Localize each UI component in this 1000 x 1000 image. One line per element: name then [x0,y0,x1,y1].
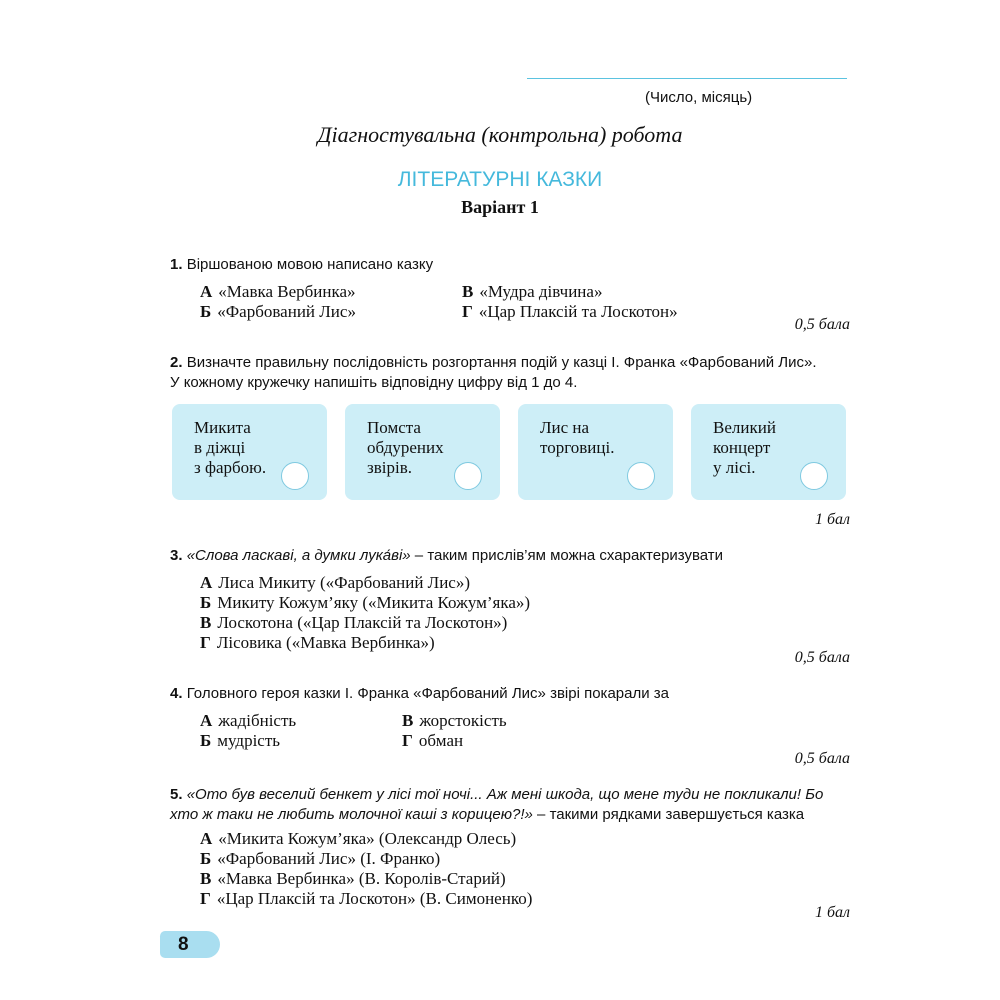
question-1 [170,255,433,275]
card-4-line-1: Великий [713,418,776,437]
question-4-options-right [402,711,507,751]
q1-option-v[interactable]: В «Мудра дівчина» [462,282,603,301]
work-title: Діагностувальна (контрольна) робота [317,122,683,147]
question-4-number: 4. [170,685,183,702]
q5-option-b[interactable]: Б «Фарбований Лис» (І. Франко) [200,849,441,868]
card-3-line-2: торговиці. [540,438,615,457]
q5-option-g[interactable]: Г «Цар Плаксій та Лоскотон» (В. Симоненко) [200,889,533,908]
q5-option-a[interactable]: А «Микита Кожум’яка» (Олександр Олесь) [200,829,517,848]
card-2-line-3: звірів. [367,458,412,477]
card-2-line-2: обдурених [367,438,444,457]
answer-circle-4[interactable] [800,462,828,490]
q3-option-a[interactable]: А Лиса Микиту («Фарбований Лис») [200,573,470,592]
sequence-card-2 [345,404,500,500]
question-3-options [200,573,530,653]
question-2-points: 1 бал [814,511,850,528]
date-label: (Число, місяць) [645,89,753,106]
question-5-number: 5. [170,786,183,803]
q4-option-g[interactable]: Г обман [402,731,464,750]
question-5-line-2 [170,805,804,825]
question-4-points: 0,5 бала [794,750,850,767]
q5-option-v[interactable]: В «Мавка Вербинка» (В. Королів-Старий) [200,869,506,888]
question-4-options-left [200,711,296,751]
card-3-line-1: Лис на [540,418,590,437]
question-2-line-1: Визначте правильну послідовність розгортання подій у казці І. Франка «Фарбований Лис». [186,354,817,371]
card-4-line-3: у лісі. [713,458,756,477]
q1-option-b[interactable]: Б «Фарбований Лис» [200,302,356,321]
question-3-number: 3. [170,547,183,564]
card-2-line-1: Помста [367,418,421,437]
question-5-text: – такими рядками завершується казка [532,806,805,823]
q4-option-b[interactable]: Б мудрість [200,731,281,750]
question-4-text: Головного героя казки І. Франка «Фарбований Лис» звірі покарали за [186,685,669,702]
q4-option-a[interactable]: А жадібність [200,711,297,730]
q4-option-v[interactable]: В жорстокість [402,711,507,730]
sequence-card-3 [518,404,673,500]
question-1-points: 0,5 бала [794,316,850,333]
q1-option-a[interactable]: А «Мавка Вербинка» [200,282,356,301]
q3-option-g[interactable]: Г Лісовика («Мавка Вербинка») [200,633,435,652]
card-4-line-2: концерт [713,438,771,457]
card-1-line-2: в діжці [194,438,246,457]
card-1-line-1: Микита [194,418,251,437]
question-2-line-2: У кожному кружечку напишіть відповідну цифру від 1 до 4. [170,374,578,391]
page-number: 8 [178,934,189,955]
question-5-quote-line-1: «Ото був веселий бенкет у лісі тої ночі... Аж мені шкода, що мене туди не покликали! Бо [186,786,824,803]
question-5 [170,785,823,805]
question-5-quote-line-2: хто ж таки не любить молочної каші з корицею?!» [170,806,533,823]
sequence-card-4 [691,404,846,500]
question-2 [170,353,817,373]
variant-title: Варіант 1 [461,197,539,217]
q3-option-v[interactable]: В Лоскотона («Цар Плаксій та Лоскотон») [200,613,508,632]
page-number-badge [160,931,220,958]
question-1-options-right [462,282,678,322]
date-underline [527,78,847,79]
question-3-text: – таким прислів’ям можна схарактеризувати [410,547,724,564]
card-1-line-3: з фарбою. [194,458,267,477]
question-4 [170,684,669,704]
question-3-quote: «Слова ласкаві, а думки лука́ві» [186,547,411,564]
sequence-card-1 [172,404,327,500]
question-3-points: 0,5 бала [794,649,850,666]
question-3 [170,546,723,566]
q1-option-g[interactable]: Г «Цар Плаксій та Лоскотон» [462,302,678,321]
answer-circle-1[interactable] [281,462,309,490]
answer-circle-2[interactable] [454,462,482,490]
q3-option-b[interactable]: Б Микиту Кожум’яку («Микита Кожум’яка») [200,593,531,612]
question-5-options [200,829,532,909]
question-1-text: Віршованою мовою написано казку [186,256,434,273]
question-5-points: 1 бал [814,904,850,921]
question-1-options-left [200,282,356,322]
answer-circle-3[interactable] [627,462,655,490]
question-2-number: 2. [170,354,183,371]
topic-title: ЛІТЕРАТУРНІ КАЗКИ [397,168,603,191]
question-1-number: 1. [170,256,183,273]
